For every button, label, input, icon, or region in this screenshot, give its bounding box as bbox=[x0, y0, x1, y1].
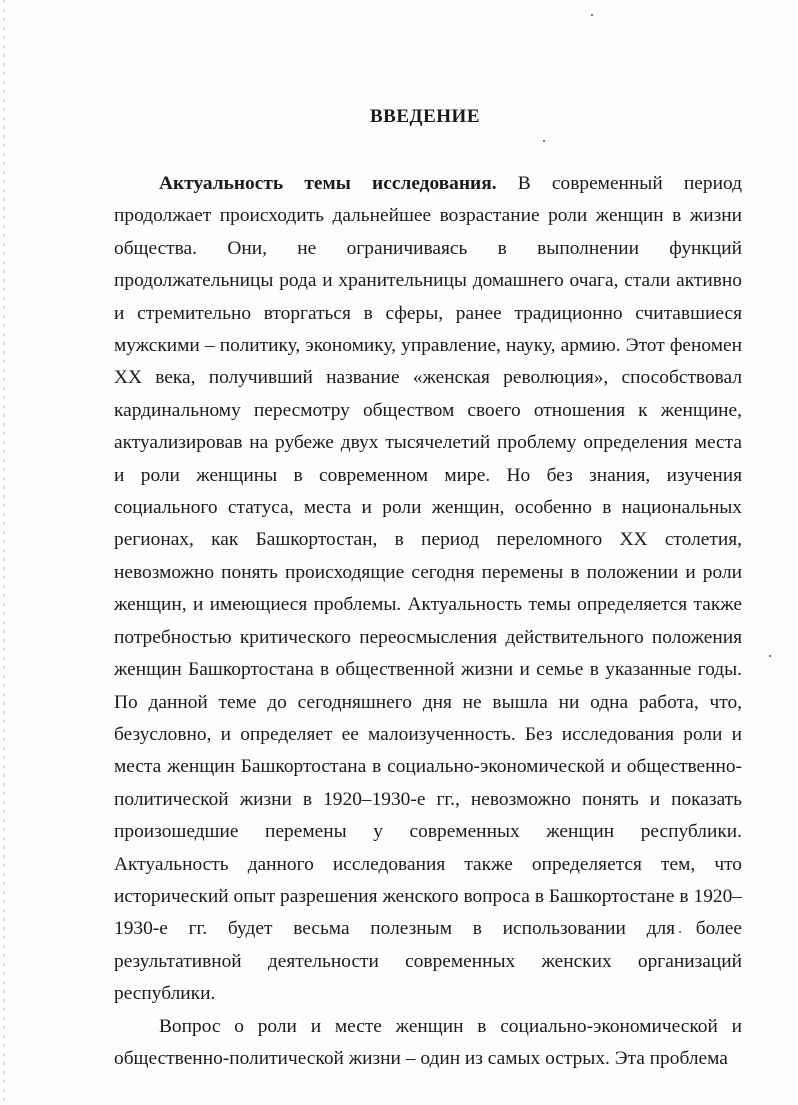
scan-speck bbox=[591, 14, 593, 16]
paragraph-question bbox=[114, 1011, 742, 1076]
page-title: ВВЕДЕНИЕ bbox=[370, 106, 480, 127]
scan-edge-marks bbox=[3, 0, 5, 1105]
paragraph-text: В современный период продолжает происходить дальнейшее возрастание роли женщин в жизни общества. Они, не ограничиваясь в выполнении функций продолжательницы рода и хранительницы домашнего очага, стали активно и стремительно вторгаться в сферы, ранее традиционно считавшиеся мужскими – политику, экономику, управление, науку, армию. Этот феномен XX века, получивший название «женская революция», способствовал кардинальному пересмотру обществом своего отношения к женщине, актуализировав на рубеже двух тысячелетий проблему определения места и роли женщины в современном мире. Но без знания, изучения социального статуса, места и роли женщин, особенно в национальных регионах, как Башкортостан, в период переломного XX столетия, невозможно понять происходящие сегодня перемены в положении и роли женщин, и имеющиеся проблемы. Актуальность темы определяется также потребностью критического переосмысления действительного положения женщин Башкортостана в общественной жизни и семье в указанные годы. По данной теме до сегодняшнего дня не вышла ни одна работа, что, безусловно, и определяет ее малоизученность. Без исследования роли и места женщин Башкортостана в социально-экономической и общественно-политической жизни в 1920–1930-е гг., невозможно понять и показать произошедшие перемены у современных женщин республики. Актуальность данного исследования также определяется тем, что исторический опыт разрешения женского вопроса в Башкортостане в 1920–1930-е гг. будет весьма полезным в использовании для более результативной деятельности современных женских организаций республики. bbox=[114, 173, 742, 1005]
paragraph-relevance bbox=[114, 168, 742, 1011]
scan-speck bbox=[543, 140, 545, 142]
scan-speck bbox=[769, 655, 771, 657]
paragraph-lead: Актуальность темы исследования. bbox=[159, 173, 497, 194]
body-text bbox=[114, 168, 742, 1075]
paragraph-text: Вопрос о роли и месте женщин в социально-экономической и общественно-политической жизни – один из самых острых. Эта проблема bbox=[114, 1015, 742, 1069]
